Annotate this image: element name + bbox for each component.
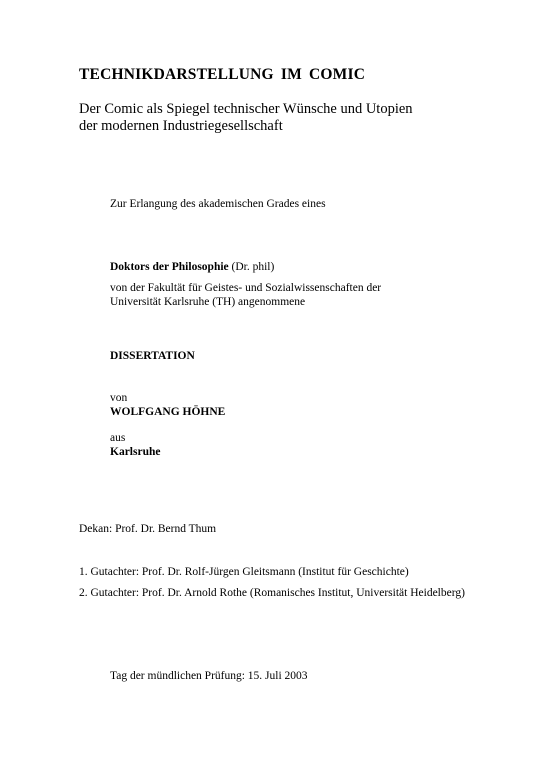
dean-line: Dekan: Prof. Dr. Bernd Thum xyxy=(79,523,217,535)
page-title: TECHNIKDARSTELLUNG IM COMIC xyxy=(79,66,366,83)
subtitle-line-1: Der Comic als Spiegel technischer Wünsche und Utopien xyxy=(79,101,413,117)
subtitle-line-2: der modernen Industriegesellschaft xyxy=(79,118,283,134)
faculty-line-1: von der Fakultät für Geistes- und Sozialwissenschaften der xyxy=(110,282,382,294)
degree-line xyxy=(110,261,274,275)
reviewer-2: 2. Gutachter: Prof. Dr. Arnold Rothe (Romanisches Institut, Universität Heidelberg) xyxy=(79,587,465,599)
aus-label: aus xyxy=(110,432,126,444)
author-city: Karlsruhe xyxy=(110,446,161,458)
degree-name: Doktors der Philosophie xyxy=(110,261,229,273)
reviewer-1: 1. Gutachter: Prof. Dr. Rolf-Jürgen Gleitsmann (Institut für Geschichte) xyxy=(79,566,409,578)
faculty-line-2: Universität Karlsruhe (TH) angenommene xyxy=(110,296,306,308)
purpose-text: Zur Erlangung des akademischen Grades eines xyxy=(110,198,326,210)
exam-date: Tag der mündlichen Prüfung: 15. Juli 2003 xyxy=(110,670,308,682)
von-label: von xyxy=(110,392,128,404)
degree-abbreviation: (Dr. phil) xyxy=(228,261,275,273)
document-type: DISSERTATION xyxy=(110,350,195,362)
author-name: WOLFGANG HÖHNE xyxy=(110,406,226,418)
